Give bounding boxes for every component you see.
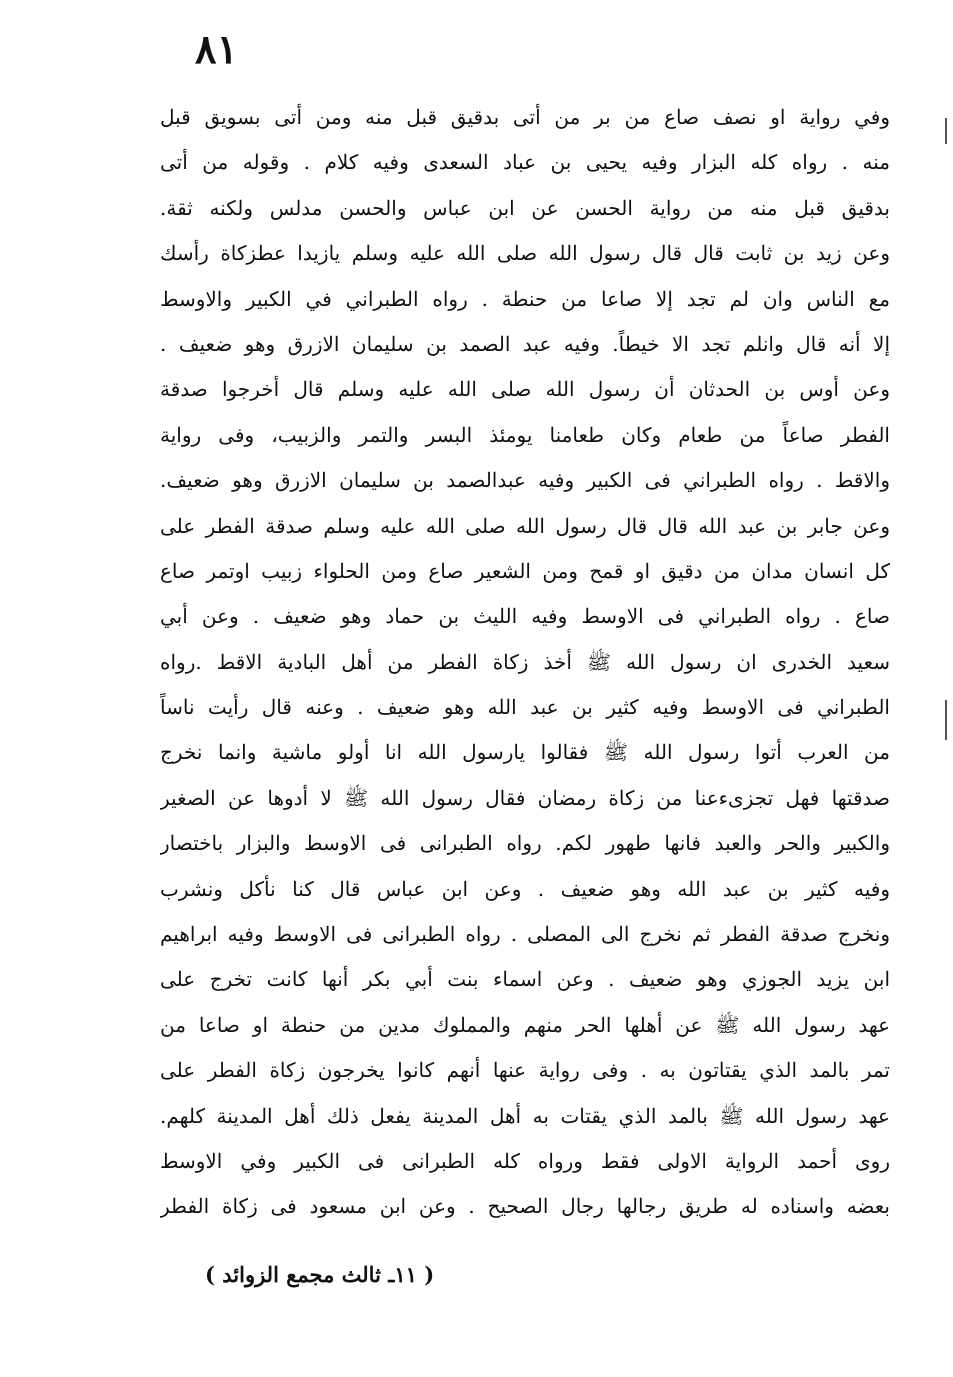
text-line: وعن زيد بن ثابت قال قال رسول الله صلى الله عليه وسلم يازيدا عطزكاة رأسك — [160, 241, 890, 266]
text-line: كل انسان مدان من دقيق او قمح ومن الشعير صاع ومن الحلواء زبيب اوتمر صاع — [160, 558, 890, 583]
text-line: بدقيق قبل منه من رواية الحسن عن ابن عباس والحسن مدلس ولكنه ثقة. — [160, 195, 890, 220]
text-line: سعيد الخدرى ان رسول الله ﷺ أخذ زكاة الفطر من أهل البادية الاقط .رواه — [160, 649, 890, 674]
text-line: ابن يزيد الجوزي وهو ضعيف . وعن اسماء بنت أبي بكر أنها كانت تخرج على — [160, 967, 890, 992]
text-line: والكبير والحر والعبد فانها طهور لكم. رواه الطبرانى فى الاوسط والبزار باختصار — [160, 831, 890, 856]
text-line: روى أحمد الرواية الاولى فقط ورواه كله الطبرانى فى الكبير وفي الاوسط — [160, 1148, 890, 1173]
page-number: ٨١ — [195, 26, 238, 73]
text-line: الفطر صاعاً من طعام وكان طعامنا يومئذ البسر والتمر والزبيب، وفى رواية — [160, 422, 890, 447]
scan-edge-mark — [945, 700, 947, 740]
scan-edge-mark — [945, 118, 947, 144]
text-line: إلا أنه قال وانلم تجد الا خيطاً. وفيه عبد الصمد بن سليمان الازرق وهو ضعيف . — [160, 331, 890, 356]
text-line: عهد رسول الله ﷺ عن أهلها الحر منهم والمملوك مدين من حنطة او صاعا من — [160, 1012, 890, 1037]
text-line: صدقتها فهل تجزىءعنا من زكاة رمضان فقال رسول الله ﷺ لا أدوها عن الصغير — [160, 785, 890, 810]
text-line: من العرب أتوا رسول الله ﷺ فقالوا يارسول الله انا أولو ماشية وانما نخرج — [160, 740, 890, 765]
text-line: وعن أوس بن الحدثان أن رسول الله صلى الله عليه وسلم قال أخرجوا صدقة — [160, 377, 890, 402]
text-line: والاقط . رواه الطبراني فى الكبير وفيه عبدالصمد بن سليمان الازرق وهو ضعيف. — [160, 468, 890, 493]
text-line: تمر بالمد الذي يقتاتون به . وفى رواية عنها أنهم كانوا يخرجون زكاة الفطر على — [160, 1058, 890, 1083]
text-line: صاع . رواه الطبراني فى الاوسط وفيه الليث بن حماد وهو ضعيف . وعن أبي — [160, 604, 890, 629]
text-line: وفيه كثير بن عبد الله وهو ضعيف . وعن ابن عباس قال كنا نأكل ونشرب — [160, 876, 890, 901]
text-line: وفي رواية او نصف صاع من بر من أتى بدقيق قبل منه ومن أتى بسويق قبل — [160, 105, 890, 129]
text-line: ونخرج صدقة الفطر ثم نخرج الى المصلى . رواه الطبرانى فى الاوسط وفيه ابراهيم — [160, 922, 890, 947]
text-line: بعضه واسناده له طريق رجالها رجال الصحيح . وعن ابن مسعود فى زكاة الفطر — [160, 1194, 890, 1219]
text-line: مع الناس وان لم تجد إلا صاعا من حنطة . رواه الطبراني في الكبير والاوسط — [160, 286, 890, 311]
text-line: الطبراني فى الاوسط وفيه كثير بن عبد الله وهو ضعيف . وعنه قال رأيت ناساً — [160, 695, 890, 720]
text-line: وعن جابر بن عبد الله قال قال رسول الله صلى الله عليه وسلم صدقة الفطر على — [160, 513, 890, 538]
footer-signature: ( ١١ـ ثالث مجمع الزوائد ) — [205, 1262, 435, 1287]
text-line: عهد رسول الله ﷺ بالمد الذي يقتات به أهل المدينة يفعل ذلك أهل المدينة كلهم. — [160, 1103, 890, 1128]
text-body — [160, 95, 890, 1230]
text-line: منه . رواه كله البزار وفيه يحيى بن عباد السعدى وفيه كلام . وقوله من أتى — [160, 150, 890, 175]
